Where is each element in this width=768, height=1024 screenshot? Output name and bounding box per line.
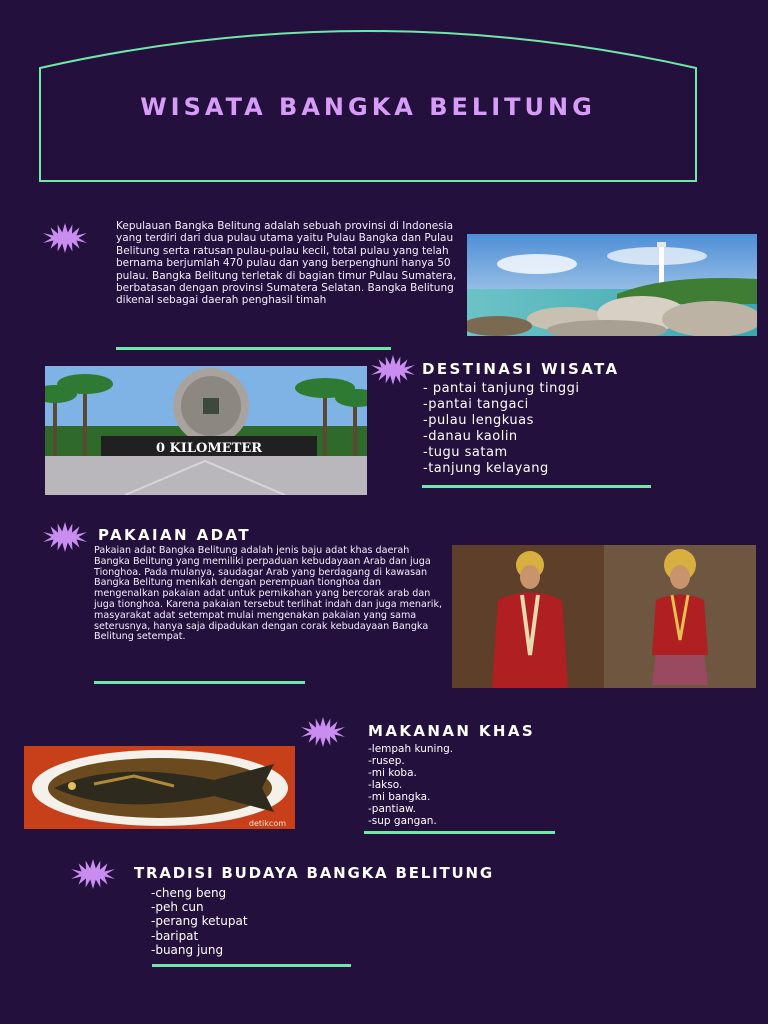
intro-underline: [116, 347, 391, 350]
star-burst-icon: [296, 716, 350, 748]
traditional-costume-photo: [452, 545, 756, 688]
list-item: -peh cun: [151, 900, 204, 915]
list-item: -lakso.: [368, 779, 403, 791]
pakaian-underline: [94, 681, 305, 684]
list-item: -sup gangan.: [368, 815, 437, 827]
list-item: -mi koba.: [368, 767, 417, 779]
star-burst-icon: [366, 354, 420, 386]
list-item: -rusep.: [368, 755, 405, 767]
destinasi-heading: DESTINASI WISATA: [422, 360, 620, 378]
makanan-heading: MAKANAN KHAS: [368, 722, 536, 740]
list-item: -baripat: [151, 928, 199, 943]
intro-paragraph: Kepulauan Bangka Belitung adalah sebuah provinsi di Indonesia yang terdiri dari dua pulau utama yaitu Pulau Bangka dan Pulau Belitung serta ratusan pulau-pulau kecil, total pulau yang telah bernama berjumlah 470 pulau dan yang berpenghuni hanya 50 pulau. Bangka Belitung terletak di bagian timur Pulau Sumatera, berbatasan dengan provinsi Sumatera Selatan. Bangka Belitung dikenal sebagai daerah penghasil timah: [116, 220, 457, 307]
list-item: -buang jung: [151, 942, 224, 957]
monument-label: 0 KILOMETER: [155, 441, 263, 456]
list-item: -danau kaolin: [423, 429, 518, 444]
kilometer-monument-photo: [45, 366, 367, 495]
star-burst-icon: [38, 521, 92, 553]
list-item: -tanjung kelayang: [423, 461, 549, 476]
makanan-underline: [364, 831, 555, 834]
star-burst-icon: [38, 222, 92, 254]
list-item: -cheng beng: [151, 886, 227, 900]
list-item: -mi bangka.: [368, 791, 431, 803]
list-item: -pantiaw.: [368, 803, 416, 815]
list-item: -perang ketupat: [151, 914, 248, 929]
page-title: WISATA BANGKA BELITUNG: [140, 93, 596, 121]
list-item: -lempah kuning.: [368, 743, 454, 755]
destinasi-underline: [422, 485, 651, 488]
makanan-list: [368, 743, 453, 827]
tradisi-list: [151, 886, 248, 957]
list-item: -pulau lengkuas: [423, 413, 534, 428]
list-item: -tugu satam: [423, 445, 508, 460]
beach-photo: [467, 234, 757, 336]
star-burst-icon: [66, 858, 120, 890]
list-item: -pantai tangaci: [423, 397, 529, 412]
photo-credit: detikcom: [248, 819, 286, 828]
list-item: - pantai tanjung tinggi: [423, 381, 580, 396]
destinasi-list: [423, 381, 579, 477]
tradisi-heading: TRADISI BUDAYA BANGKA BELITUNG: [134, 864, 494, 882]
tradisi-underline: [152, 964, 351, 967]
pakaian-heading: PAKAIAN ADAT: [98, 526, 251, 544]
fish-dish-photo: [24, 746, 295, 829]
pakaian-paragraph: Pakaian adat Bangka Belitung adalah jenis baju adat khas daerah Bangka Belitung yang memiliki perpaduan kebudayaan Arab dan juga Tionghoa. Pada mulanya, saudagar Arab yang berdagang di kawasan Bangka Belitung menikah dengan perempuan tionghoa dan mengenalkan pakaian adat untuk pernikahan yang bercorak arab dan juga tionghoa. Karena pakaian tersebut terlihat indah dan juga menarik, masyarakat adat setempat mulai mengenakan pakaian yang sama seterusnya, hanya saja dipadukan dengan corak kebudayaan Bangka Belitung setempat.: [94, 545, 443, 643]
